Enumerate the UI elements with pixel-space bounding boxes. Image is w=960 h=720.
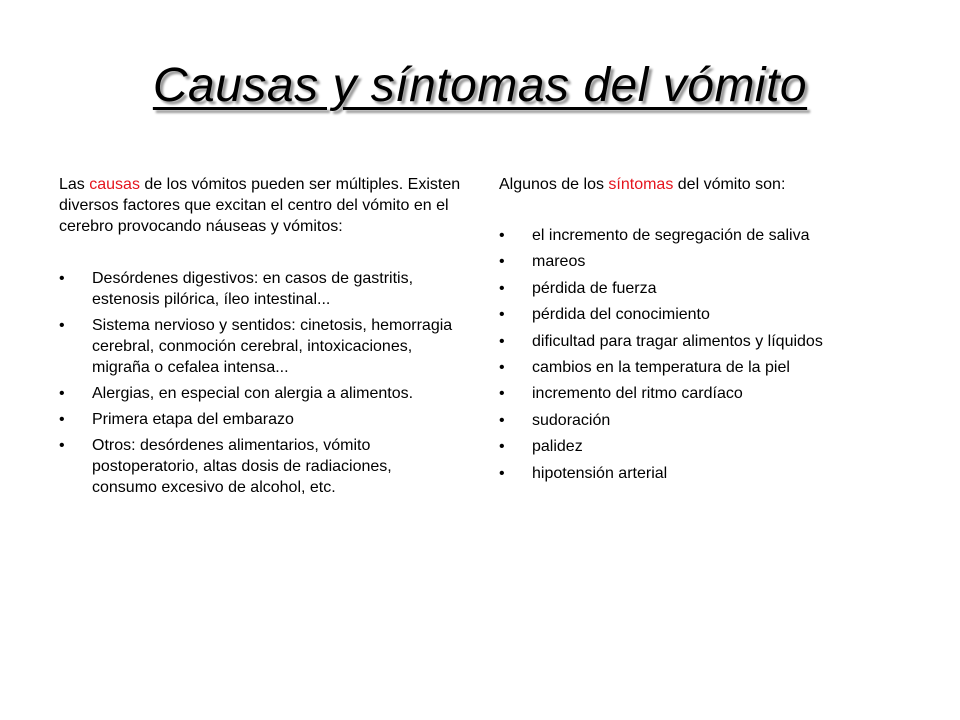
causes-list-item: [59, 409, 479, 430]
symptoms-list: [499, 225, 899, 489]
bullet-icon: •: [499, 411, 505, 429]
symptoms-intro-before: Algunos de los: [499, 176, 609, 193]
symptoms-list-item: [499, 410, 899, 436]
bullet-icon: •: [59, 437, 65, 454]
slide-title: Causas y síntomas del vómito: [152, 59, 808, 112]
bullet-icon: •: [59, 411, 65, 428]
causes-list-item: [59, 315, 479, 378]
bullet-icon: •: [499, 438, 505, 456]
causes-intro: [59, 174, 479, 237]
symptoms-item-text: mareos: [532, 253, 586, 271]
causes-intro-after: de los vómitos pueden ser múltiples. Existen diversos factores que excitan el centro del vómito en el cerebro provocando náuseas y vómitos:: [59, 176, 461, 235]
symptoms-list-item: [499, 251, 899, 277]
bullet-icon: •: [499, 306, 505, 324]
causes-item-text: Primera etapa del embarazo: [92, 411, 294, 428]
symptoms-item-text: cambios en la temperatura de la piel: [532, 358, 790, 376]
symptoms-list-item: [499, 463, 899, 489]
causes-keyword: causas: [89, 176, 140, 193]
symptoms-intro: [499, 174, 899, 195]
bullet-icon: •: [499, 385, 505, 403]
causes-list-item: [59, 435, 479, 498]
symptoms-item-text: pérdida del conocimiento: [532, 306, 710, 324]
causes-item-text: Otros: desórdenes alimentarios, vómito postoperatorio, altas dosis de radiaciones, consumo excesivo de alcohol, etc.: [92, 437, 392, 496]
symptoms-list-item: [499, 225, 899, 251]
causes-item-text: Sistema nervioso y sentidos: cinetosis, hemorragia cerebral, conmoción cerebral, intoxicaciones, migraña o cefalea intensa...: [92, 317, 453, 376]
symptoms-list-item: [499, 331, 899, 357]
symptoms-list-item: [499, 278, 899, 304]
symptoms-item-text: hipotensión arterial: [532, 464, 668, 482]
symptoms-intro-after: del vómito son:: [673, 176, 786, 193]
symptoms-item-text: pérdida de fuerza: [532, 279, 657, 297]
bullet-icon: •: [59, 385, 65, 402]
symptoms-item-text: sudoración: [532, 411, 611, 429]
bullet-icon: •: [499, 358, 505, 376]
bullet-icon: •: [59, 270, 65, 287]
symptoms-item-text: el incremento de segregación de saliva: [532, 227, 810, 244]
symptoms-item-text: incremento del ritmo cardíaco: [532, 385, 743, 403]
causes-item-text: Desórdenes digestivos: en casos de gastritis, estenosis pilórica, íleo intestinal...: [92, 270, 414, 308]
causes-list-item: [59, 383, 479, 404]
causes-intro-before: Las: [59, 176, 90, 193]
symptoms-item-text: palidez: [532, 438, 583, 456]
causes-item-text: Alergias, en especial con alergia a alimentos.: [92, 385, 414, 402]
bullet-icon: •: [59, 317, 65, 334]
symptoms-column: [499, 174, 899, 489]
symptoms-list-item: [499, 304, 899, 330]
causes-list-item: [59, 268, 479, 310]
symptoms-keyword: síntomas: [608, 176, 674, 193]
causes-list: [59, 268, 479, 498]
bullet-icon: •: [499, 279, 505, 297]
bullet-icon: •: [499, 464, 505, 482]
bullet-icon: •: [499, 227, 505, 244]
causes-column: [59, 174, 479, 503]
symptoms-list-item: [499, 383, 899, 409]
bullet-icon: •: [499, 332, 505, 350]
bullet-icon: •: [499, 253, 505, 271]
symptoms-item-text: dificultad para tragar alimentos y líquidos: [532, 332, 823, 350]
symptoms-list-item: [499, 436, 899, 462]
symptoms-list-item: [499, 357, 899, 383]
